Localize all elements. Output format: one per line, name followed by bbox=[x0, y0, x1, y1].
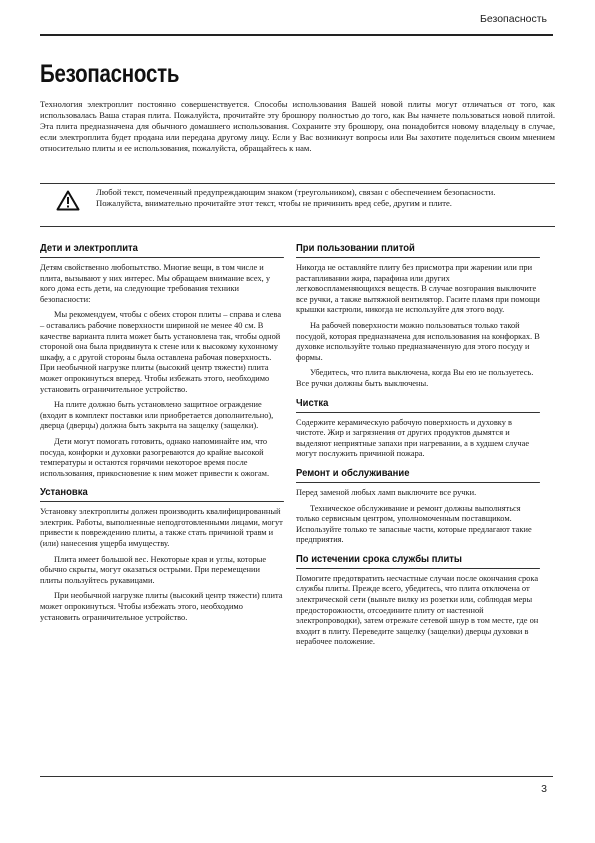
page-title: Безопасность bbox=[40, 60, 180, 88]
footer-rule bbox=[40, 776, 553, 777]
section-children bbox=[40, 242, 284, 479]
section-heading: Установка bbox=[40, 486, 284, 502]
paragraph: Дети могут помогать готовить, однако напоминайте им, что посуда, конфорки и духовки разогреваются до крайне высокой температуры и остаются горячими некоторое время после использования, прикосновение к ним может привести к ожогам. bbox=[40, 436, 270, 478]
paragraph: Техническое обслуживание и ремонт должны выполняться только сервисным центром, уполномоченным поставщиком. Используйте только те запасные части, которые предлагают такие предприятия. bbox=[296, 503, 532, 545]
warning-text: Любой текст, помеченный предупреждающим знаком (треугольником), связан с обеспечением безопасности. Пожалуйста, внимательно прочитайте этот текст, чтобы не причинить вред себе, другим и плите. bbox=[96, 187, 496, 208]
section-heading: По истечении срока службы плиты bbox=[296, 553, 540, 569]
paragraph: Мы рекомендуем, чтобы с обеих сторон плиты – справа и слева – оставались рабочие поверхности шириной не менее 40 см. В качестве варианта плита может быть установлена так, чтобы одной стороной она была придвинута к стене или к высокому кухонному шкафу, а с другой стороны была оставлена рабочая поверхность. При необычной нагрузке плиты (высокий центр тяжести) плита может опрокинуться вперед. Чтобы избежать этого, необходимо установить ограничительное устройство. bbox=[40, 310, 282, 394]
paragraph: Убедитесь, что плита выключена, когда Вы ею не пользуетесь. Все ручки должны быть выключены. bbox=[296, 368, 534, 388]
warning-box bbox=[40, 183, 555, 227]
paragraph: Детям свойственно любопытство. Многие вещи, в том числе и плита, вызывают у них интерес. Мы обращаем внимание всех, у кого дома есть дети, на следующие требования техники безопасности: bbox=[40, 263, 271, 304]
running-header: Безопасность bbox=[480, 13, 547, 25]
section-end-of-life bbox=[296, 553, 540, 648]
section-heading: Дети и электроплита bbox=[40, 242, 284, 258]
paragraph: На рабочей поверхности можно пользоваться только такой посудой, которая предназначена для использования на конфорках. В духовке используйте только предназначенную для этого посуду и формы. bbox=[296, 320, 540, 362]
section-heading: Чистка bbox=[296, 397, 540, 413]
page-number: 3 bbox=[541, 783, 547, 795]
section-heading: При пользовании плитой bbox=[296, 242, 540, 258]
header-rule bbox=[40, 34, 553, 36]
right-column bbox=[296, 242, 540, 655]
intro-paragraph: Технология электроплит постоянно совершенствуется. Способы использования Вашей новой плиты могут отличаться от того, как использовалась Ваша старая плита. Пожалуйста, прочитайте эту брошюру полностью до того, как Вы начнете пользоваться новой плитой. Эта плита предназначена для обычного домашнего использования. Сохраните эту брошюру, она понадобится новому владельцу в случае, если электроплита будет продана или передана другому лицу. Если у Вас возникнут вопросы или Вы захотите поделиться своим мнением относительно плиты и ее использования, пожалуйста, обращайтесь к нам. bbox=[40, 99, 555, 153]
paragraph: Никогда не оставляйте плиту без присмотра при жарении или при растапливании жира, парафина или других легковоспламеняющихся веществ. В случае возгорания выключите все ручки, а также вытяжной вентилятор. Гасите пламя при помощи крышки кастрюли, никогда не используйте для этого воду. bbox=[296, 263, 540, 315]
paragraph: Содержите керамическую рабочую поверхность и духовку в чистоте. Жир и загрязнения от других продуктов дымятся и выделяют неприятные запахи при нагревании, а в худшем случае могут послужить причиной пожара. bbox=[296, 417, 530, 459]
section-heading: Ремонт и обслуживание bbox=[296, 467, 540, 483]
paragraph: Плита имеет большой вес. Некоторые края и углы, которые обычно скрыты, могут оказаться острыми. При перемещении плиты пользуйтесь рукавицами. bbox=[40, 554, 267, 585]
section-repair bbox=[296, 467, 540, 546]
left-column bbox=[40, 242, 284, 630]
paragraph: Установку электроплиты должен производить квалифицированный электрик. Работы, выполненные неподготовленными лицами, могут привести к повреждению плиты, а также стать причиной травм и (или) нанесения ущерба имуществу. bbox=[40, 507, 283, 549]
paragraph: Помогите предотвратить несчастные случаи после окончания срока службы плиты. Прежде всего, убедитесь, что плита отключена от электрической сети (выньте вилку из розетки или, соблюдая меры предосторожности, отсоедините плиту от настенной электропроводки), затем отрежьте сетевой шнур в том месте, где он входит в плиту. Переведите защелку (защелки) дверцы духовки в нерабочее положение. bbox=[296, 573, 539, 647]
section-cleaning bbox=[296, 397, 540, 460]
section-using bbox=[296, 242, 540, 390]
section-installation bbox=[40, 486, 284, 623]
warning-triangle-icon bbox=[40, 184, 96, 211]
paragraph: Перед заменой любых ламп выключите все ручки. bbox=[296, 487, 477, 497]
paragraph: При необычной нагрузке плиты (высокий центр тяжести) плита может опрокинуться. Чтобы избежать этого, необходимо установить ограничительное устройство. bbox=[40, 591, 283, 622]
paragraph: На плите должно быть установлено защитное ограждение (входит в комплект поставки или приобретается дополнительно), дверца (дверцы) должна быть закрыта на защелку (защелки). bbox=[40, 400, 274, 431]
